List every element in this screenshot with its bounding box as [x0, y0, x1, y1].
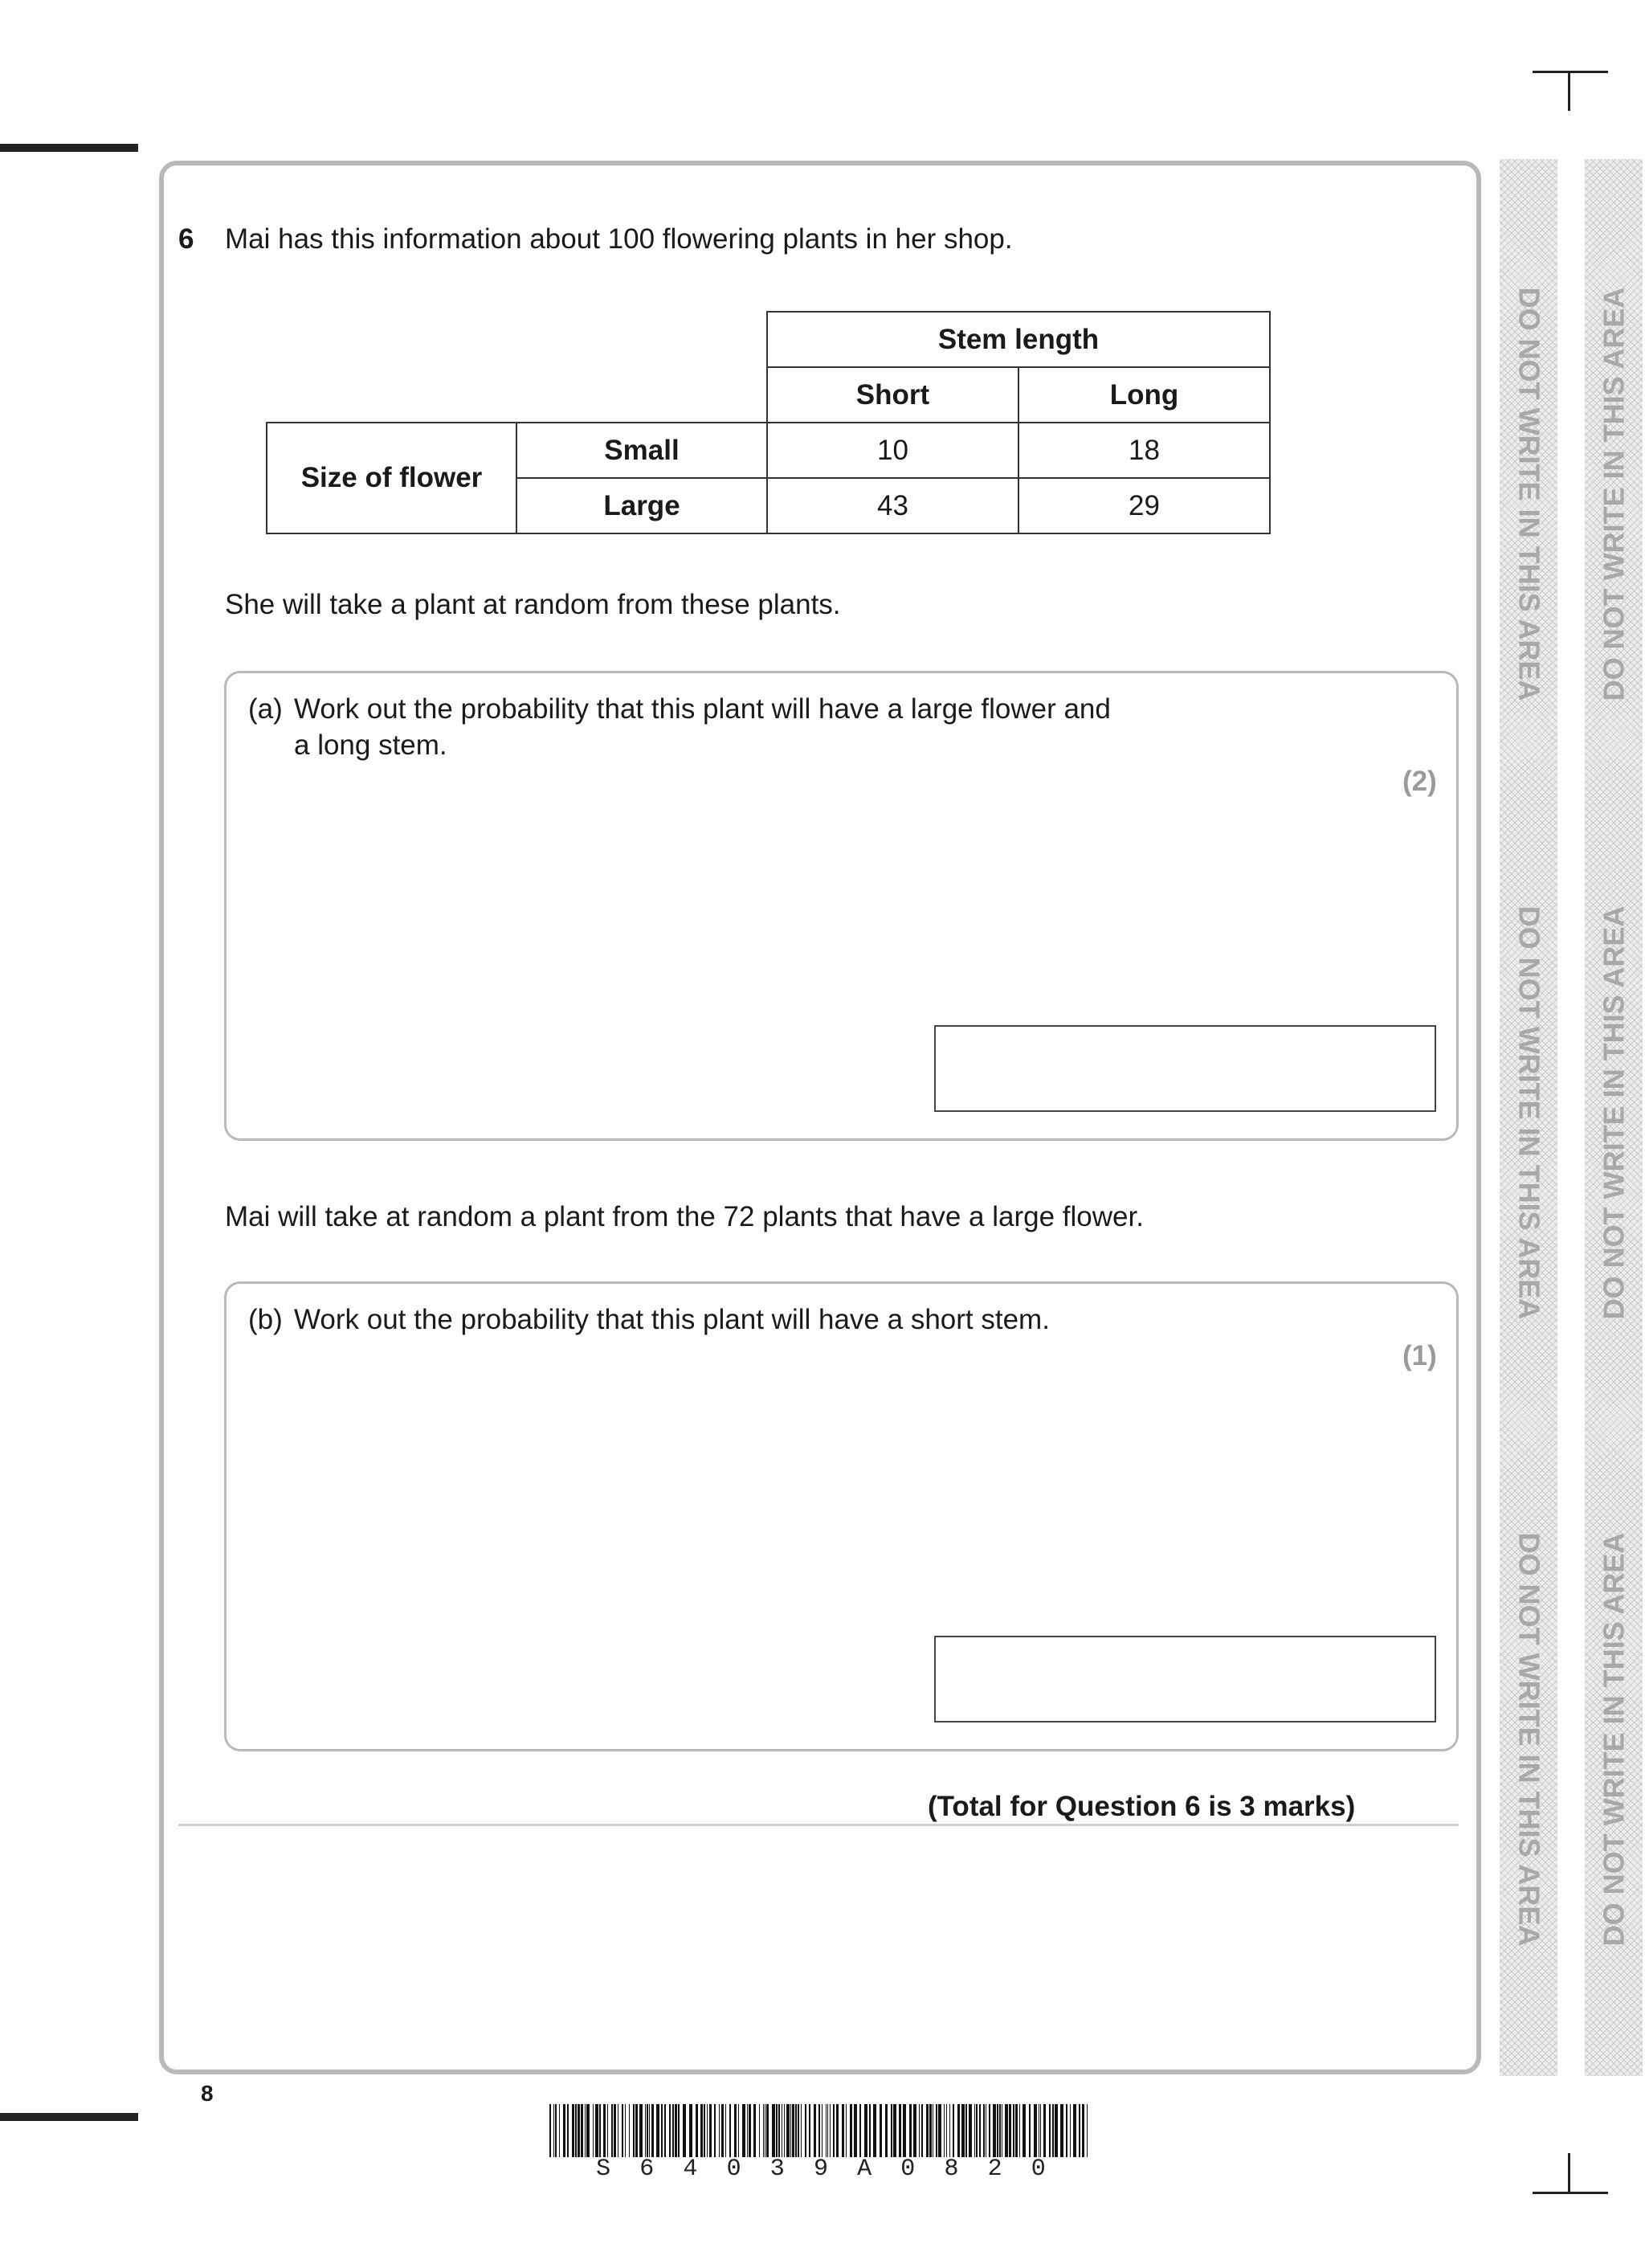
left-bleed-bar-top — [0, 144, 138, 152]
part-a-answer-box[interactable] — [934, 1025, 1436, 1112]
table-row — [267, 312, 1270, 367]
margin-warning-inner-1: DO NOT WRITE IN THIS AREA — [1512, 287, 1545, 701]
col-header-short: Short — [767, 367, 1018, 423]
crop-mark-bottom-h — [1533, 2192, 1608, 2194]
page-number: 8 — [201, 2081, 214, 2106]
cell-small-short: 10 — [767, 423, 1018, 478]
part-b-label: (b) — [248, 1304, 283, 1335]
statement-a: She will take a plant at random from these plants. — [225, 589, 841, 620]
barcode — [549, 2104, 1092, 2157]
part-a-label: (a) — [248, 693, 283, 725]
plants-table — [266, 311, 1271, 534]
margin-warning-inner-3: DO NOT WRITE IN THIS AREA — [1512, 1532, 1545, 1947]
barcode-digit: 6 — [639, 2156, 655, 2183]
table-row — [267, 423, 1270, 478]
margin-warning-outer-2: DO NOT WRITE IN THIS AREA — [1597, 905, 1630, 1320]
barcode-digit: S — [596, 2156, 611, 2183]
table-row — [267, 367, 1270, 423]
part-a-line2: a long stem. — [294, 729, 447, 761]
cell-small-long: 18 — [1018, 423, 1270, 478]
row-label-small: Small — [516, 423, 767, 478]
crop-mark-bottom-v — [1568, 2153, 1570, 2193]
barcode-digit: 8 — [944, 2156, 959, 2183]
part-b-answer-box[interactable] — [934, 1636, 1436, 1722]
barcode-digit: 3 — [769, 2156, 785, 2183]
end-of-question-rule — [178, 1824, 1459, 1826]
crop-mark-top-h — [1533, 71, 1608, 73]
part-a-marks: (2) — [1402, 766, 1437, 797]
question-number: 6 — [178, 223, 194, 255]
barcode-digit: 9 — [813, 2156, 828, 2183]
question-intro: Mai has this information about 100 flowering plants in her shop. — [225, 223, 1013, 255]
col-group-header: Stem length — [767, 312, 1270, 367]
left-bleed-bar-bottom — [0, 2113, 138, 2121]
barcode-digit: 2 — [987, 2156, 1002, 2183]
col-header-long: Long — [1018, 367, 1270, 423]
margin-warning-outer-3: DO NOT WRITE IN THIS AREA — [1597, 1532, 1630, 1947]
cell-large-short: 43 — [767, 478, 1018, 533]
barcode-digit: 4 — [683, 2156, 698, 2183]
statement-b: Mai will take at random a plant from the 72 plants that have a large flower. — [225, 1201, 1144, 1232]
barcode-digit: 0 — [726, 2156, 741, 2183]
barcode-digits — [549, 2156, 1092, 2183]
part-b-marks: (1) — [1402, 1340, 1437, 1371]
crop-mark-top-v — [1568, 71, 1570, 111]
row-label-large: Large — [516, 478, 767, 533]
barcode-digit: A — [857, 2156, 872, 2183]
cell-large-long: 29 — [1018, 478, 1270, 533]
margin-warning-outer-1: DO NOT WRITE IN THIS AREA — [1597, 287, 1630, 701]
barcode-digit: 0 — [1031, 2156, 1046, 2183]
total-marks: (Total for Question 6 is 3 marks) — [928, 1791, 1356, 1822]
part-a-line1: Work out the probability that this plant will have a large flower and — [294, 693, 1111, 725]
part-b-text: Work out the probability that this plant will have a short stem. — [294, 1304, 1050, 1335]
row-group-header: Size of flower — [267, 423, 516, 533]
margin-warning-inner-2: DO NOT WRITE IN THIS AREA — [1512, 905, 1545, 1320]
barcode-digit: 0 — [900, 2156, 916, 2183]
